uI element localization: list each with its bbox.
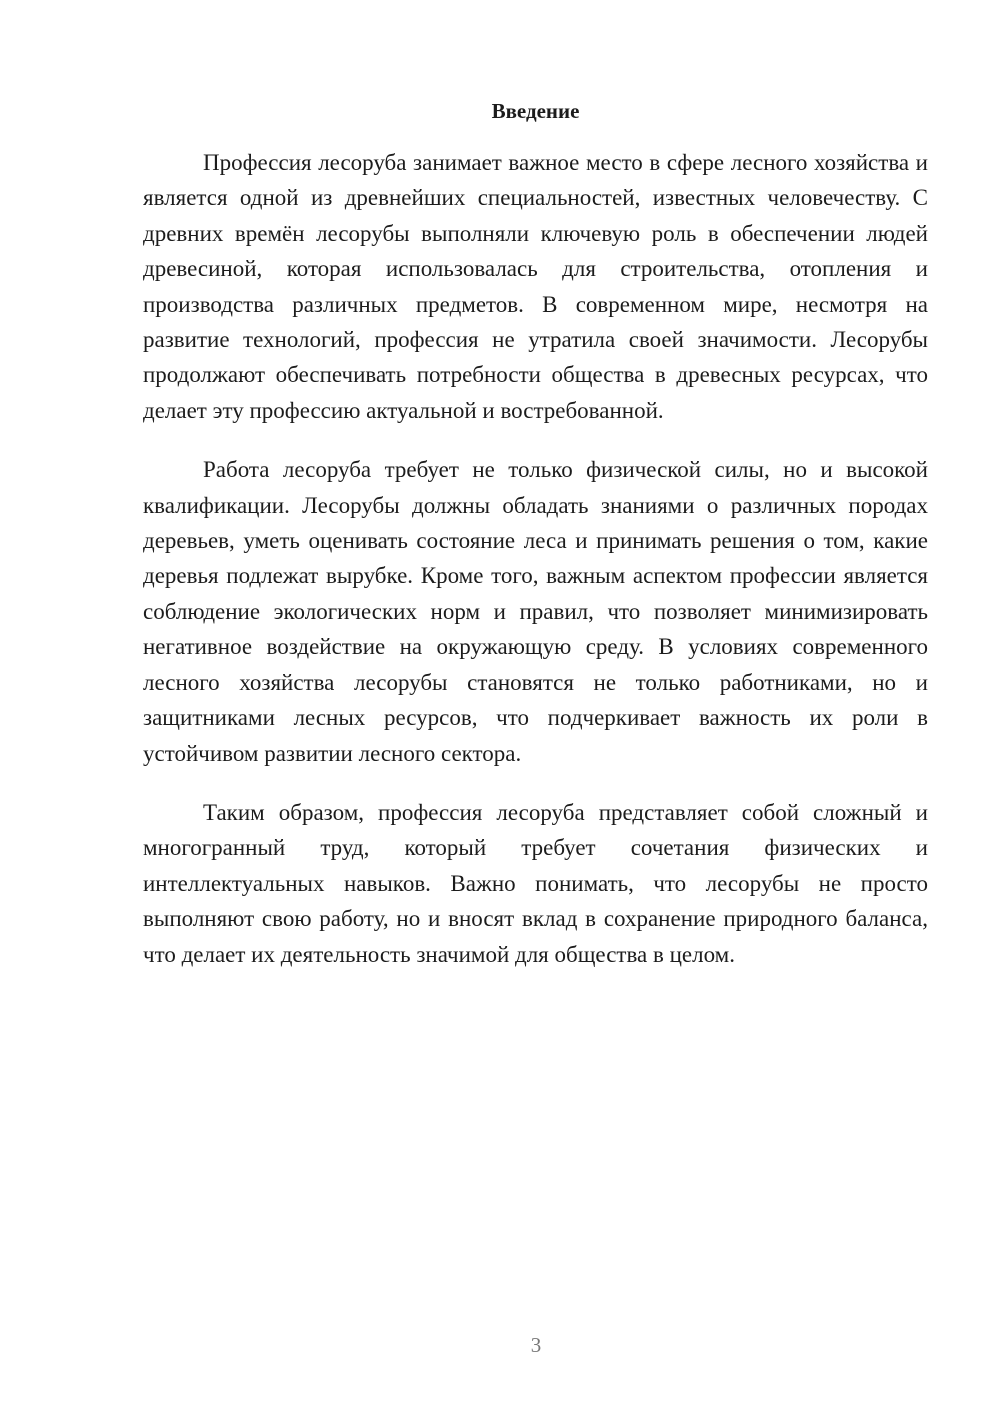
page-title: Введение (491, 99, 580, 123)
paragraph-3: Таким образом, профессия лесоруба представляет собой сложный и многогранный труд, который требует сочетания физических и интеллектуальных навыков. Важно понимать, что лесорубы не просто выполняют свою работу, но и вносят вклад в сохранение природного баланса, что делает их деятельность значимой для общества в целом. (143, 799, 928, 967)
paragraph-1: Профессия лесоруба занимает важное место в сфере лесного хозяйства и является одной из древнейших специальностей, известных человечеству. С древних времён лесорубы выполняли ключевую роль в обеспечении людей древесиной, которая использовалась для строительства, отопления и производства различных предметов. В современном мире, несмотря на развитие технологий, профессия не утратила своей значимости. Лесорубы продолжают обеспечивать потребности общества в древесных ресурсах, что делает эту профессию актуальной и востребованной. (143, 150, 928, 423)
paragraph-2: Работа лесоруба требует не только физической силы, но и высокой квалификации. Лесорубы должны обладать знаниями о различных породах деревьев, уметь оценивать состояние леса и принимать решения о том, какие деревья подлежат вырубке. Кроме того, важным аспектом профессии является соблюдение экологических норм и правил, что позволяет минимизировать негативное воздействие на окружающую среду. В условиях современного лесного хозяйства лесорубы становятся не только работниками, но и защитниками лесных ресурсов, что подчеркивает важность их роли в устойчивом развитии лесного сектора. (143, 457, 928, 766)
page-content (143, 95, 928, 972)
page-number: 3 (530, 1333, 542, 1357)
